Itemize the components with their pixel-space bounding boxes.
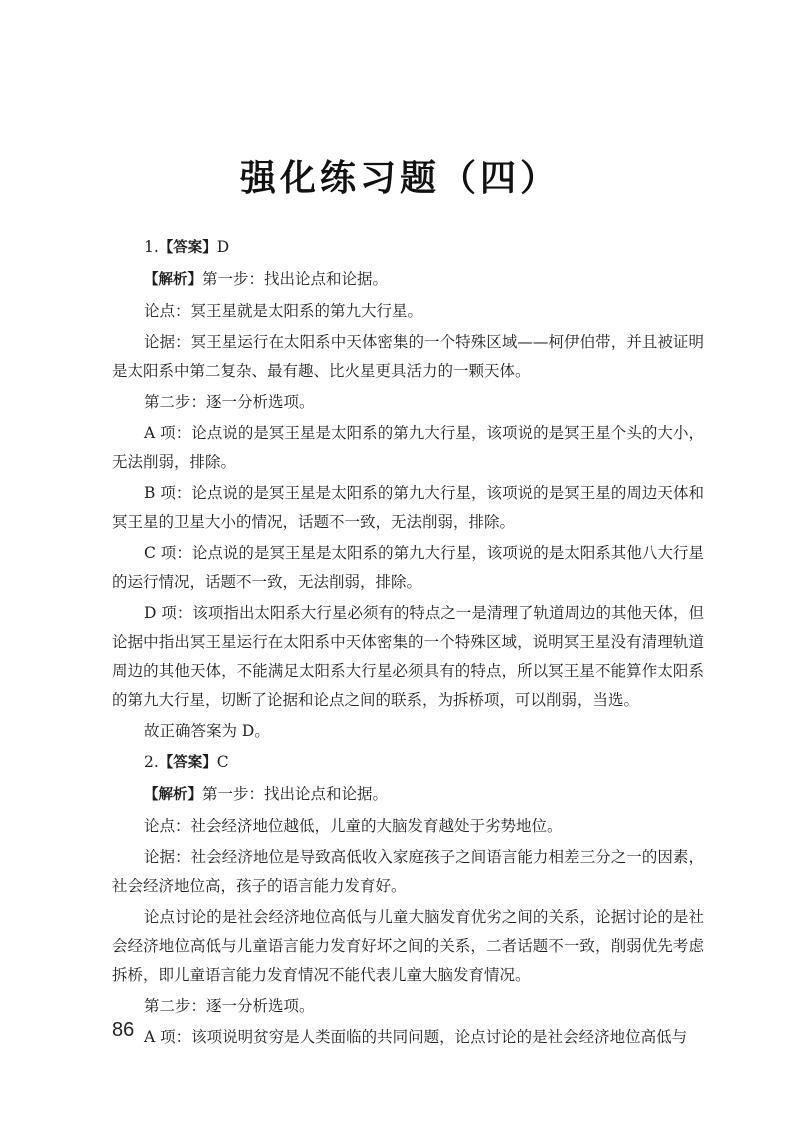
paragraph-text: 论点：冥王星就是太阳系的第九大行星。 bbox=[144, 302, 424, 320]
paragraph bbox=[112, 843, 704, 901]
paragraph bbox=[112, 297, 704, 326]
paragraph bbox=[112, 717, 704, 746]
paragraph-text: A 项：论点说的是冥王星是太阳系的第九大行星，该项说的是冥王星个头的大小，无法削弱，排除。 bbox=[112, 424, 704, 471]
paragraph bbox=[112, 328, 704, 386]
paragraph-text: 故正确答案为 D。 bbox=[144, 722, 270, 740]
paragraph-text: C 项：论点说的是冥王星是太阳系的第九大行星，该项说的是太阳系其他八大行星的运行情况，话题不一致，无法削弱，排除。 bbox=[112, 544, 704, 591]
paragraph bbox=[112, 812, 704, 841]
paragraph-text: 论据：社会经济地位是导致高低收入家庭孩子之间语言能力相差三分之一的因素，社会经济地位高，孩子的语言能力发育好。 bbox=[112, 848, 704, 895]
paragraph-text: C bbox=[216, 753, 229, 771]
paragraph bbox=[112, 748, 704, 778]
paragraph-text: A 项：该项说明贫穷是人类面临的共同问题，论点讨论的是社会经济地位高低与 bbox=[144, 1028, 688, 1046]
paragraph-text: 论据：冥王星运行在太阳系中天体密集的一个特殊区域——柯伊伯带，并且被证明是太阳系中第二复杂、最有趣、比火星更具活力的一颗天体。 bbox=[112, 333, 704, 380]
paragraph-text: B 项：论点说的是冥王星是太阳系的第九大行星，该项说的是冥王星的周边天体和冥王星的卫星大小的情况，话题不一致，无法削弱，排除。 bbox=[112, 484, 704, 531]
question-number: 1. bbox=[144, 238, 159, 256]
paragraph-text: 第一步：找出论点和论据。 bbox=[202, 270, 389, 288]
paragraph bbox=[112, 233, 704, 263]
page-title: 强化练习题（四） bbox=[239, 158, 560, 199]
section-tag: 【解析】 bbox=[144, 272, 202, 288]
paragraph bbox=[112, 388, 704, 417]
paragraph-text: 论点：社会经济地位越低，儿童的大脑发育越处于劣势地位。 bbox=[144, 817, 563, 835]
paragraph bbox=[112, 419, 704, 477]
paragraph bbox=[112, 479, 704, 537]
paragraph-text: 论点讨论的是社会经济地位高低与儿童大脑发育优劣之间的关系，论据讨论的是社会经济地位高低与儿童语言能力发育好坏之间的关系，二者话题不一致，削弱优先考虑拆桥，即儿童语言能力发育情况不能代表儿童大脑发育情况。 bbox=[112, 908, 704, 984]
answer-explanation-body bbox=[112, 233, 704, 1054]
paragraph bbox=[112, 780, 704, 810]
section-tag: 【答案】 bbox=[158, 240, 217, 256]
paragraph-text: D bbox=[216, 238, 230, 256]
paragraph-text: 第二步：逐一分析选项。 bbox=[144, 997, 315, 1015]
page-number: 86 bbox=[112, 1019, 135, 1041]
paragraph bbox=[112, 265, 704, 295]
paragraph bbox=[112, 992, 704, 1021]
paragraph bbox=[112, 539, 704, 597]
paragraph bbox=[112, 1023, 704, 1052]
paragraph-text: D 项：该项指出太阳系大行星必须有的特点之一是清理了轨道周边的其他天体，但论据中指出冥王星运行在太阳系中天体密集的一个特殊区域，说明冥王星没有清理轨道周边的其他天体，不能满足太阳系大行星必须具有的特点，所以冥王星不能算作太阳系的第九大行星，切断了论据和论点之间的联系，为拆桥项，可以削弱，当选。 bbox=[112, 604, 704, 709]
section-tag: 【答案】 bbox=[158, 755, 217, 771]
paragraph bbox=[112, 903, 704, 990]
paragraph-text: 第一步：找出论点和论据。 bbox=[202, 785, 389, 803]
paragraph bbox=[112, 599, 704, 715]
question-number: 2. bbox=[144, 753, 159, 771]
section-tag: 【解析】 bbox=[144, 787, 202, 803]
paragraph-text: 第二步：逐一分析选项。 bbox=[144, 393, 315, 411]
